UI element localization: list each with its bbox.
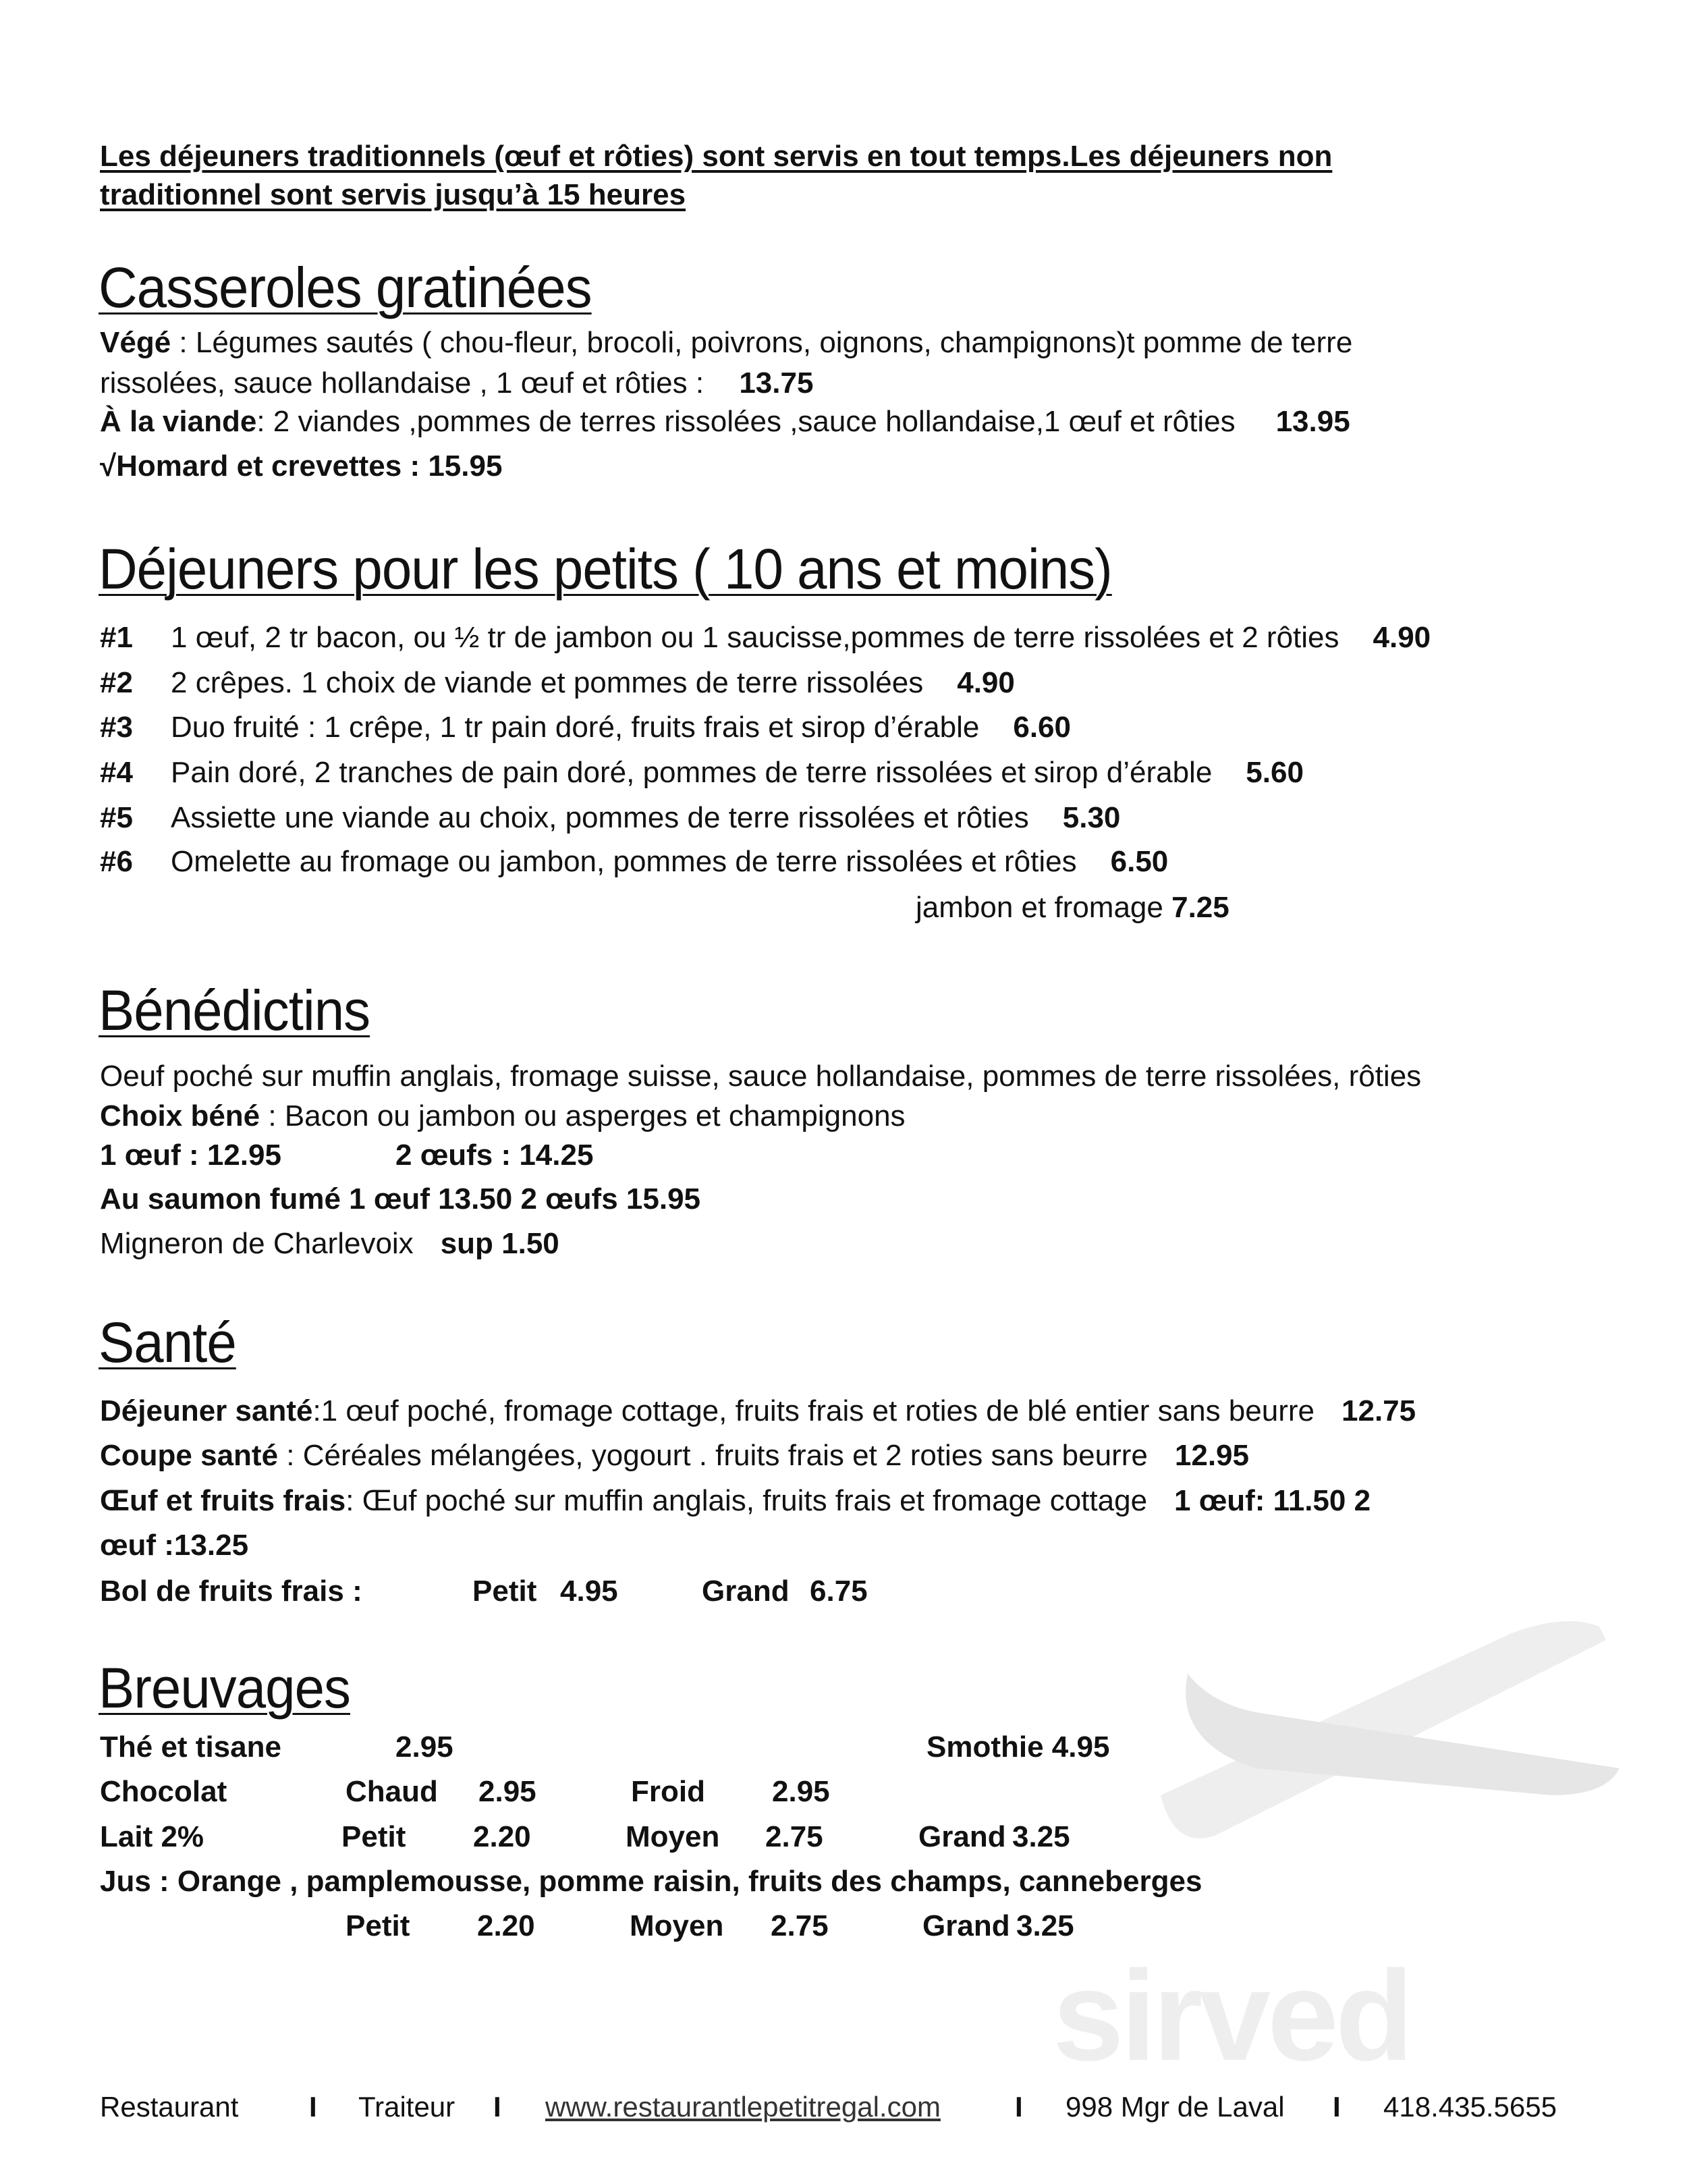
the: Thé et tisane bbox=[100, 1730, 281, 1764]
sante-oeuf-2: œuf :13.25 bbox=[100, 1529, 249, 1562]
jus-petit: Petit bbox=[345, 1909, 410, 1942]
viande-text: : 2 viandes ,pommes de terres rissolées ,sauce hollandaise,1 œuf et rôties bbox=[256, 405, 1236, 438]
sante-oeuf bbox=[100, 1482, 1371, 1520]
bol-petit: Petit bbox=[472, 1575, 537, 1608]
item-text: Omelette au fromage ou jambon, pommes de terre rissolées et rôties bbox=[171, 845, 1077, 878]
chaud: Chaud bbox=[345, 1775, 438, 1808]
kids-menu-item bbox=[100, 709, 1071, 746]
chocolat: Chocolat bbox=[100, 1775, 227, 1808]
kids-menu-item bbox=[100, 754, 1304, 792]
froid-price: 2.95 bbox=[772, 1775, 830, 1808]
migneron-price: sup 1.50 bbox=[440, 1227, 559, 1260]
chaud-price: 2.95 bbox=[478, 1775, 536, 1808]
dej-label: Déjeuner santé bbox=[100, 1394, 313, 1427]
kids-menu-item bbox=[100, 799, 1120, 837]
the-price: 2.95 bbox=[395, 1730, 453, 1764]
bene-saumon: Au saumon fumé 1 œuf 13.50 2 œufs 15.95 bbox=[100, 1182, 701, 1216]
item-price: 6.50 bbox=[1110, 845, 1169, 878]
lait-grand-price: 3.25 bbox=[1012, 1820, 1070, 1853]
bene-un-oeuf: 1 œuf : 12.95 bbox=[100, 1139, 281, 1172]
lait: Lait 2% bbox=[100, 1820, 204, 1853]
section-title-petits: Déjeuners pour les petits ( 10 ans et moins) bbox=[99, 537, 1112, 601]
item-number: #5 bbox=[100, 801, 133, 834]
viande-line bbox=[100, 403, 1350, 441]
bene-migneron bbox=[100, 1225, 559, 1263]
vege-text-2: rissolées, sauce hollandaise , 1 œuf et rôties : bbox=[100, 366, 713, 400]
vege-price: 13.75 bbox=[739, 366, 814, 400]
sante-dej bbox=[100, 1392, 1416, 1430]
coupe-price: 12.95 bbox=[1174, 1439, 1249, 1472]
vege-text: : Légumes sautés ( chou-fleur, brocoli, poivrons, oignons, champignons)t pomme de terre bbox=[171, 326, 1353, 359]
jus: Jus : Orange , pamplemousse, pomme raisin, fruits des champs, canneberges bbox=[100, 1865, 1202, 1898]
item-text: 2 crêpes. 1 choix de viande et pommes de terre rissolées bbox=[171, 666, 924, 699]
oeuf-label: Œuf et fruits frais bbox=[100, 1484, 346, 1517]
lait-petit-price: 2.20 bbox=[473, 1820, 531, 1853]
migneron-text: Migneron de Charlevoix bbox=[100, 1227, 414, 1260]
footer-phone: 418.435.5655 bbox=[1383, 2091, 1557, 2123]
intro-line-2: traditionnel sont servis jusqu’à 15 heures bbox=[100, 178, 686, 211]
vege-line-1 bbox=[100, 324, 1352, 362]
petits-extra bbox=[916, 889, 1229, 927]
vege-label: Végé bbox=[100, 326, 171, 359]
item-price: 5.60 bbox=[1246, 756, 1304, 789]
bene-desc: Oeuf poché sur muffin anglais, fromage suisse, sauce hollandaise, pommes de terre rissolées, rôties bbox=[100, 1060, 1422, 1093]
footer-separator: I bbox=[493, 2091, 501, 2123]
viande-price: 13.95 bbox=[1275, 405, 1350, 438]
jus-grand-price: 3.25 bbox=[1016, 1909, 1074, 1942]
homard-line: √Homard et crevettes : 15.95 bbox=[100, 449, 503, 483]
section-title-benedictins: Bénédictins bbox=[99, 979, 370, 1042]
lait-moyen: Moyen bbox=[626, 1820, 720, 1853]
smothie: Smothie 4.95 bbox=[927, 1730, 1110, 1764]
item-price: 4.90 bbox=[957, 666, 1015, 699]
item-text: Pain doré, 2 tranches de pain doré, pommes de terre rissolées et sirop d’érable bbox=[171, 756, 1213, 789]
item-text: Duo fruité : 1 crêpe, 1 tr pain doré, fruits frais et sirop d’érable bbox=[171, 711, 980, 744]
froid: Froid bbox=[631, 1775, 705, 1808]
footer-address: 998 Mgr de Laval bbox=[1066, 2091, 1285, 2123]
choix-text: : Bacon ou jambon ou asperges et champignons bbox=[260, 1099, 906, 1132]
section-title-sante: Santé bbox=[99, 1311, 236, 1374]
bol-petit-price: 4.95 bbox=[560, 1575, 618, 1608]
jus-moyen-price: 2.75 bbox=[771, 1909, 829, 1942]
item-number: #2 bbox=[100, 666, 133, 699]
lait-grand: Grand bbox=[918, 1820, 1006, 1853]
footer-separator: I bbox=[309, 2091, 317, 2123]
kids-menu-item bbox=[100, 843, 1168, 881]
bene-deux-oeufs: 2 œufs : 14.25 bbox=[395, 1139, 594, 1172]
kids-menu-item bbox=[100, 619, 1431, 657]
bol-grand-price: 6.75 bbox=[810, 1575, 868, 1608]
bene-choix bbox=[100, 1097, 906, 1135]
fork-watermark-icon bbox=[1134, 1593, 1647, 1876]
item-price: 4.90 bbox=[1373, 621, 1431, 654]
jus-grand: Grand bbox=[922, 1909, 1010, 1942]
bol-grand: Grand bbox=[702, 1575, 790, 1608]
dej-price: 12.75 bbox=[1342, 1394, 1416, 1427]
vege-line-2 bbox=[100, 364, 813, 402]
oeuf-price-1: 1 œuf: 11.50 2 bbox=[1174, 1484, 1371, 1517]
choix-label: Choix béné bbox=[100, 1099, 260, 1132]
extra-price: 7.25 bbox=[1171, 891, 1229, 924]
item-number: #3 bbox=[100, 711, 133, 744]
jus-petit-price: 2.20 bbox=[477, 1909, 535, 1942]
item-number: #4 bbox=[100, 756, 133, 789]
item-price: 6.60 bbox=[1013, 711, 1071, 744]
coupe-label: Coupe santé bbox=[100, 1439, 279, 1472]
sante-coupe bbox=[100, 1437, 1249, 1475]
footer-separator: I bbox=[1015, 2091, 1023, 2123]
bol-label: Bol de fruits frais : bbox=[100, 1575, 362, 1608]
item-text: Assiette une viande au choix, pommes de terre rissolées et rôties bbox=[171, 801, 1029, 834]
kids-menu-item bbox=[100, 664, 1015, 702]
section-title-breuvages: Breuvages bbox=[99, 1656, 350, 1720]
footer-traiteur: Traiteur bbox=[358, 2091, 455, 2123]
footer-website-link[interactable]: www.restaurantlepetitregal.com bbox=[545, 2091, 941, 2123]
lait-petit: Petit bbox=[341, 1820, 406, 1853]
sirved-watermark: sirved bbox=[1053, 1944, 1410, 2087]
coupe-text: : Céréales mélangées, yogourt . fruits frais et 2 roties sans beurre bbox=[278, 1439, 1148, 1472]
jus-moyen: Moyen bbox=[630, 1909, 724, 1942]
footer-separator: I bbox=[1333, 2091, 1341, 2123]
section-title-casseroles: Casseroles gratinées bbox=[99, 256, 592, 319]
item-number: #6 bbox=[100, 845, 133, 878]
dej-text: :1 œuf poché, fromage cottage, fruits frais et roties de blé entier sans beurre bbox=[312, 1394, 1315, 1427]
item-text: 1 œuf, 2 tr bacon, ou ½ tr de jambon ou 1 saucisse,pommes de terre rissolées et 2 rôties bbox=[171, 621, 1339, 654]
intro-line-1: Les déjeuners traditionnels (œuf et rôties) sont servis en tout temps.Les déjeuners non bbox=[100, 140, 1333, 173]
oeuf-text: : Œuf poché sur muffin anglais, fruits frais et fromage cottage bbox=[345, 1484, 1148, 1517]
item-number: #1 bbox=[100, 621, 133, 654]
extra-text: jambon et fromage bbox=[916, 891, 1163, 924]
item-price: 5.30 bbox=[1062, 801, 1121, 834]
footer-restaurant: Restaurant bbox=[100, 2091, 239, 2123]
viande-label: À la viande bbox=[100, 405, 257, 438]
lait-moyen-price: 2.75 bbox=[765, 1820, 823, 1853]
